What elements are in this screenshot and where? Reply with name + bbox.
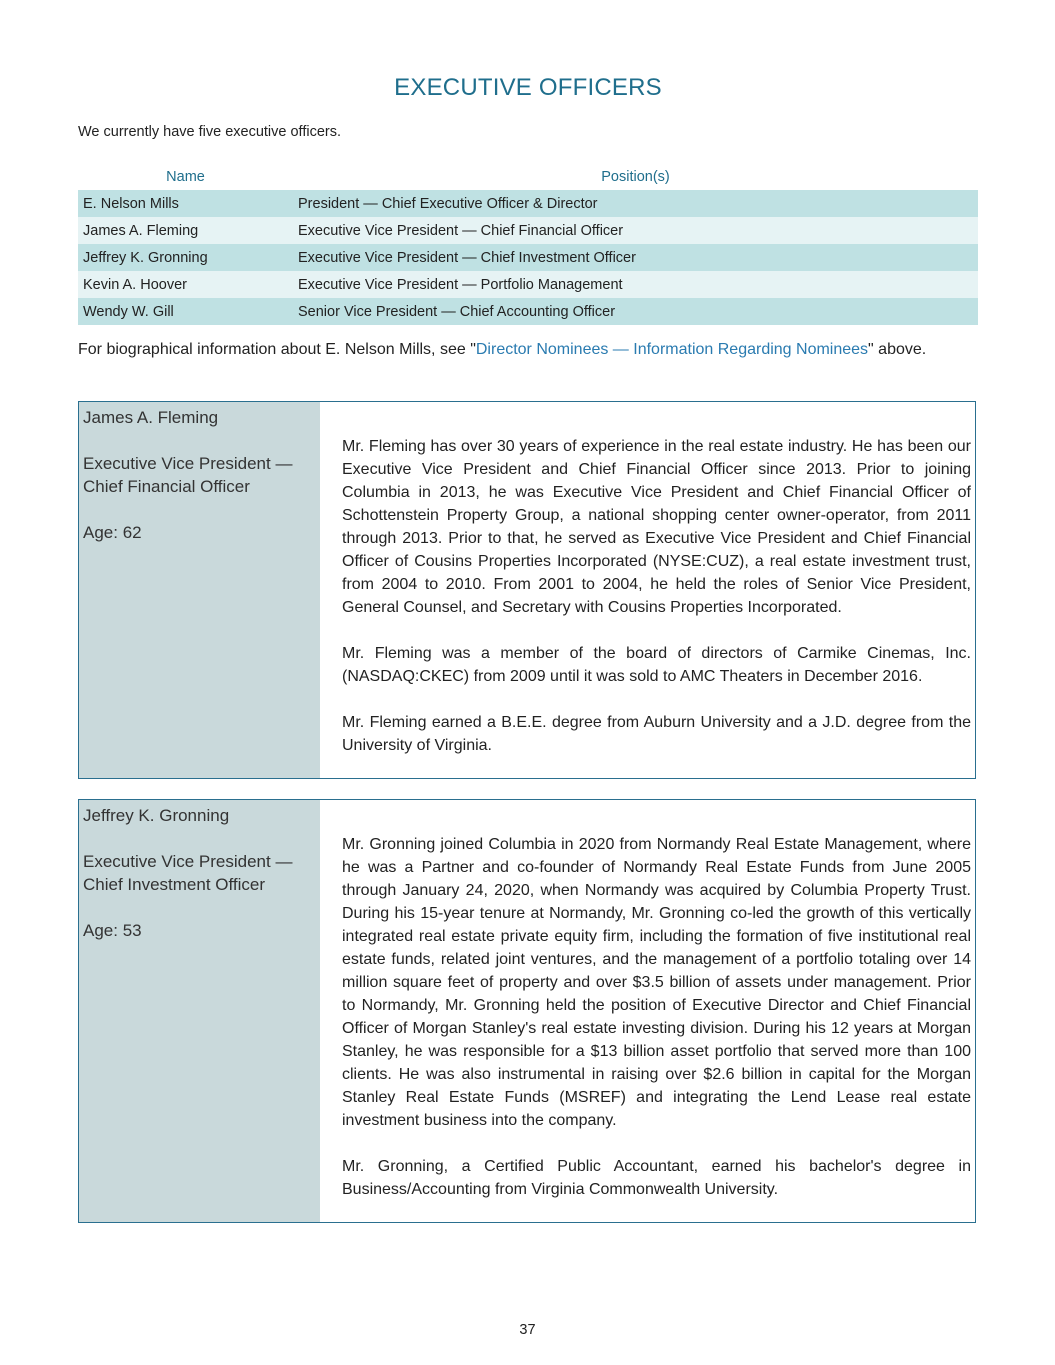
bio-sidebar xyxy=(79,800,320,1222)
bio-reference-before: For biographical information about E. Nelson Mills, see " xyxy=(78,341,476,358)
bio-paragraph: Mr. Fleming was a member of the board of directors of Carmike Cinemas, Inc. (NASDAQ:CKEC) from 2009 until it was sold to AMC Theaters in December 2016. xyxy=(342,645,971,685)
bio-position xyxy=(83,452,316,498)
bio-position-line: Chief Investment Officer xyxy=(83,875,266,894)
bio-name: James A. Fleming xyxy=(83,408,219,427)
bio-paragraph: Mr. Fleming earned a B.E.E. degree from Auburn University and a J.D. degree from the University of Virginia. xyxy=(342,714,971,754)
table-row xyxy=(78,190,978,217)
bio-paragraph: Mr. Gronning joined Columbia in 2020 from Normandy Real Estate Management, where he was a Partner and co-founder of Normandy Real Estate Funds from June 2005 through January 24, 2020, when Normandy was acquired by Columbia Property Trust. During his 15-year tenure at Normandy, Mr. Gronning co-led the growth of this vertically integrated real estate private equity firm, including the formation of five institutional real estate funds, related joint ventures, and the management of a portfolio totaling over 14 million square feet of property and over $3.5 billion of assets under management. Prior to Normandy, Mr. Gronning held the position of Executive Director and Chief Financial Officer of Morgan Stanley's real estate investing division. During his 12 years at Morgan Stanley, he was responsible for a $13 billion asset portfolio that served more than 100 clients. He was also instrumental in raising over $2.6 billion in capital for the Morgan Stanley Real Estate Funds (MSREF) and integrating the Lend Lease real estate investment business into the company. xyxy=(342,836,971,1129)
officers-table xyxy=(78,164,978,325)
table-row xyxy=(78,298,978,325)
officer-name: James A. Fleming xyxy=(78,217,293,244)
bio-position-line: Executive Vice President — xyxy=(83,454,293,473)
bio-card-fleming xyxy=(78,401,976,779)
header-position: Position(s) xyxy=(601,169,670,185)
officer-name: E. Nelson Mills xyxy=(78,190,293,217)
bio-card-gronning xyxy=(78,799,976,1223)
officer-position: Senior Vice President — Chief Accounting Officer xyxy=(293,298,978,325)
bio-body xyxy=(342,833,971,1201)
header-name: Name xyxy=(166,169,205,185)
intro-text: We currently have five executive officers. xyxy=(78,124,341,140)
bio-age: Age: 53 xyxy=(83,921,142,940)
bio-position-line: Chief Financial Officer xyxy=(83,477,250,496)
table-row xyxy=(78,217,978,244)
bio-reference-after: " above. xyxy=(868,341,927,358)
table-header-row xyxy=(78,164,978,190)
officer-name: Kevin A. Hoover xyxy=(78,271,293,298)
officer-position: Executive Vice President — Chief Investment Officer xyxy=(293,244,978,271)
officer-name: Wendy W. Gill xyxy=(78,298,293,325)
officer-position: Executive Vice President — Chief Financial Officer xyxy=(293,217,978,244)
officer-position: President — Chief Executive Officer & Director xyxy=(293,190,978,217)
bio-position xyxy=(83,850,316,896)
bio-paragraph: Mr. Gronning, a Certified Public Accountant, earned his bachelor's degree in Business/Accounting from Virginia Commonwealth University. xyxy=(342,1158,971,1198)
officer-name: Jeffrey K. Gronning xyxy=(78,244,293,271)
table-row xyxy=(78,271,978,298)
section-title: EXECUTIVE OFFICERS xyxy=(394,74,662,101)
bio-sidebar xyxy=(79,402,320,778)
director-nominees-link[interactable]: Director Nominees — Information Regarding Nominees xyxy=(475,341,869,358)
bio-body xyxy=(342,435,971,757)
bio-name: Jeffrey K. Gronning xyxy=(83,806,230,825)
bio-reference xyxy=(78,338,978,361)
bio-paragraph: Mr. Fleming has over 30 years of experience in the real estate industry. He has been our Executive Vice President and Chief Financial Officer since 2013. Prior to joining Columbia in 2013, he was Executive Vice President and Chief Financial Officer of Schottenstein Property Group, a national shopping center owner-operator, from 2011 through 2013. Prior to that, he served as Executive Vice President and Chief Financial Officer of Cousins Properties Incorporated (NYSE:CUZ), a real estate investment trust, from 2004 to 2010. From 2001 to 2004, he held the roles of Senior Vice President, General Counsel, and Secretary with Cousins Properties Incorporated. xyxy=(342,438,971,616)
officer-position: Executive Vice President — Portfolio Management xyxy=(293,271,978,298)
bio-age: Age: 62 xyxy=(83,523,142,542)
table-row xyxy=(78,244,978,271)
page-number: 37 xyxy=(519,1322,536,1338)
bio-position-line: Executive Vice President — xyxy=(83,852,293,871)
